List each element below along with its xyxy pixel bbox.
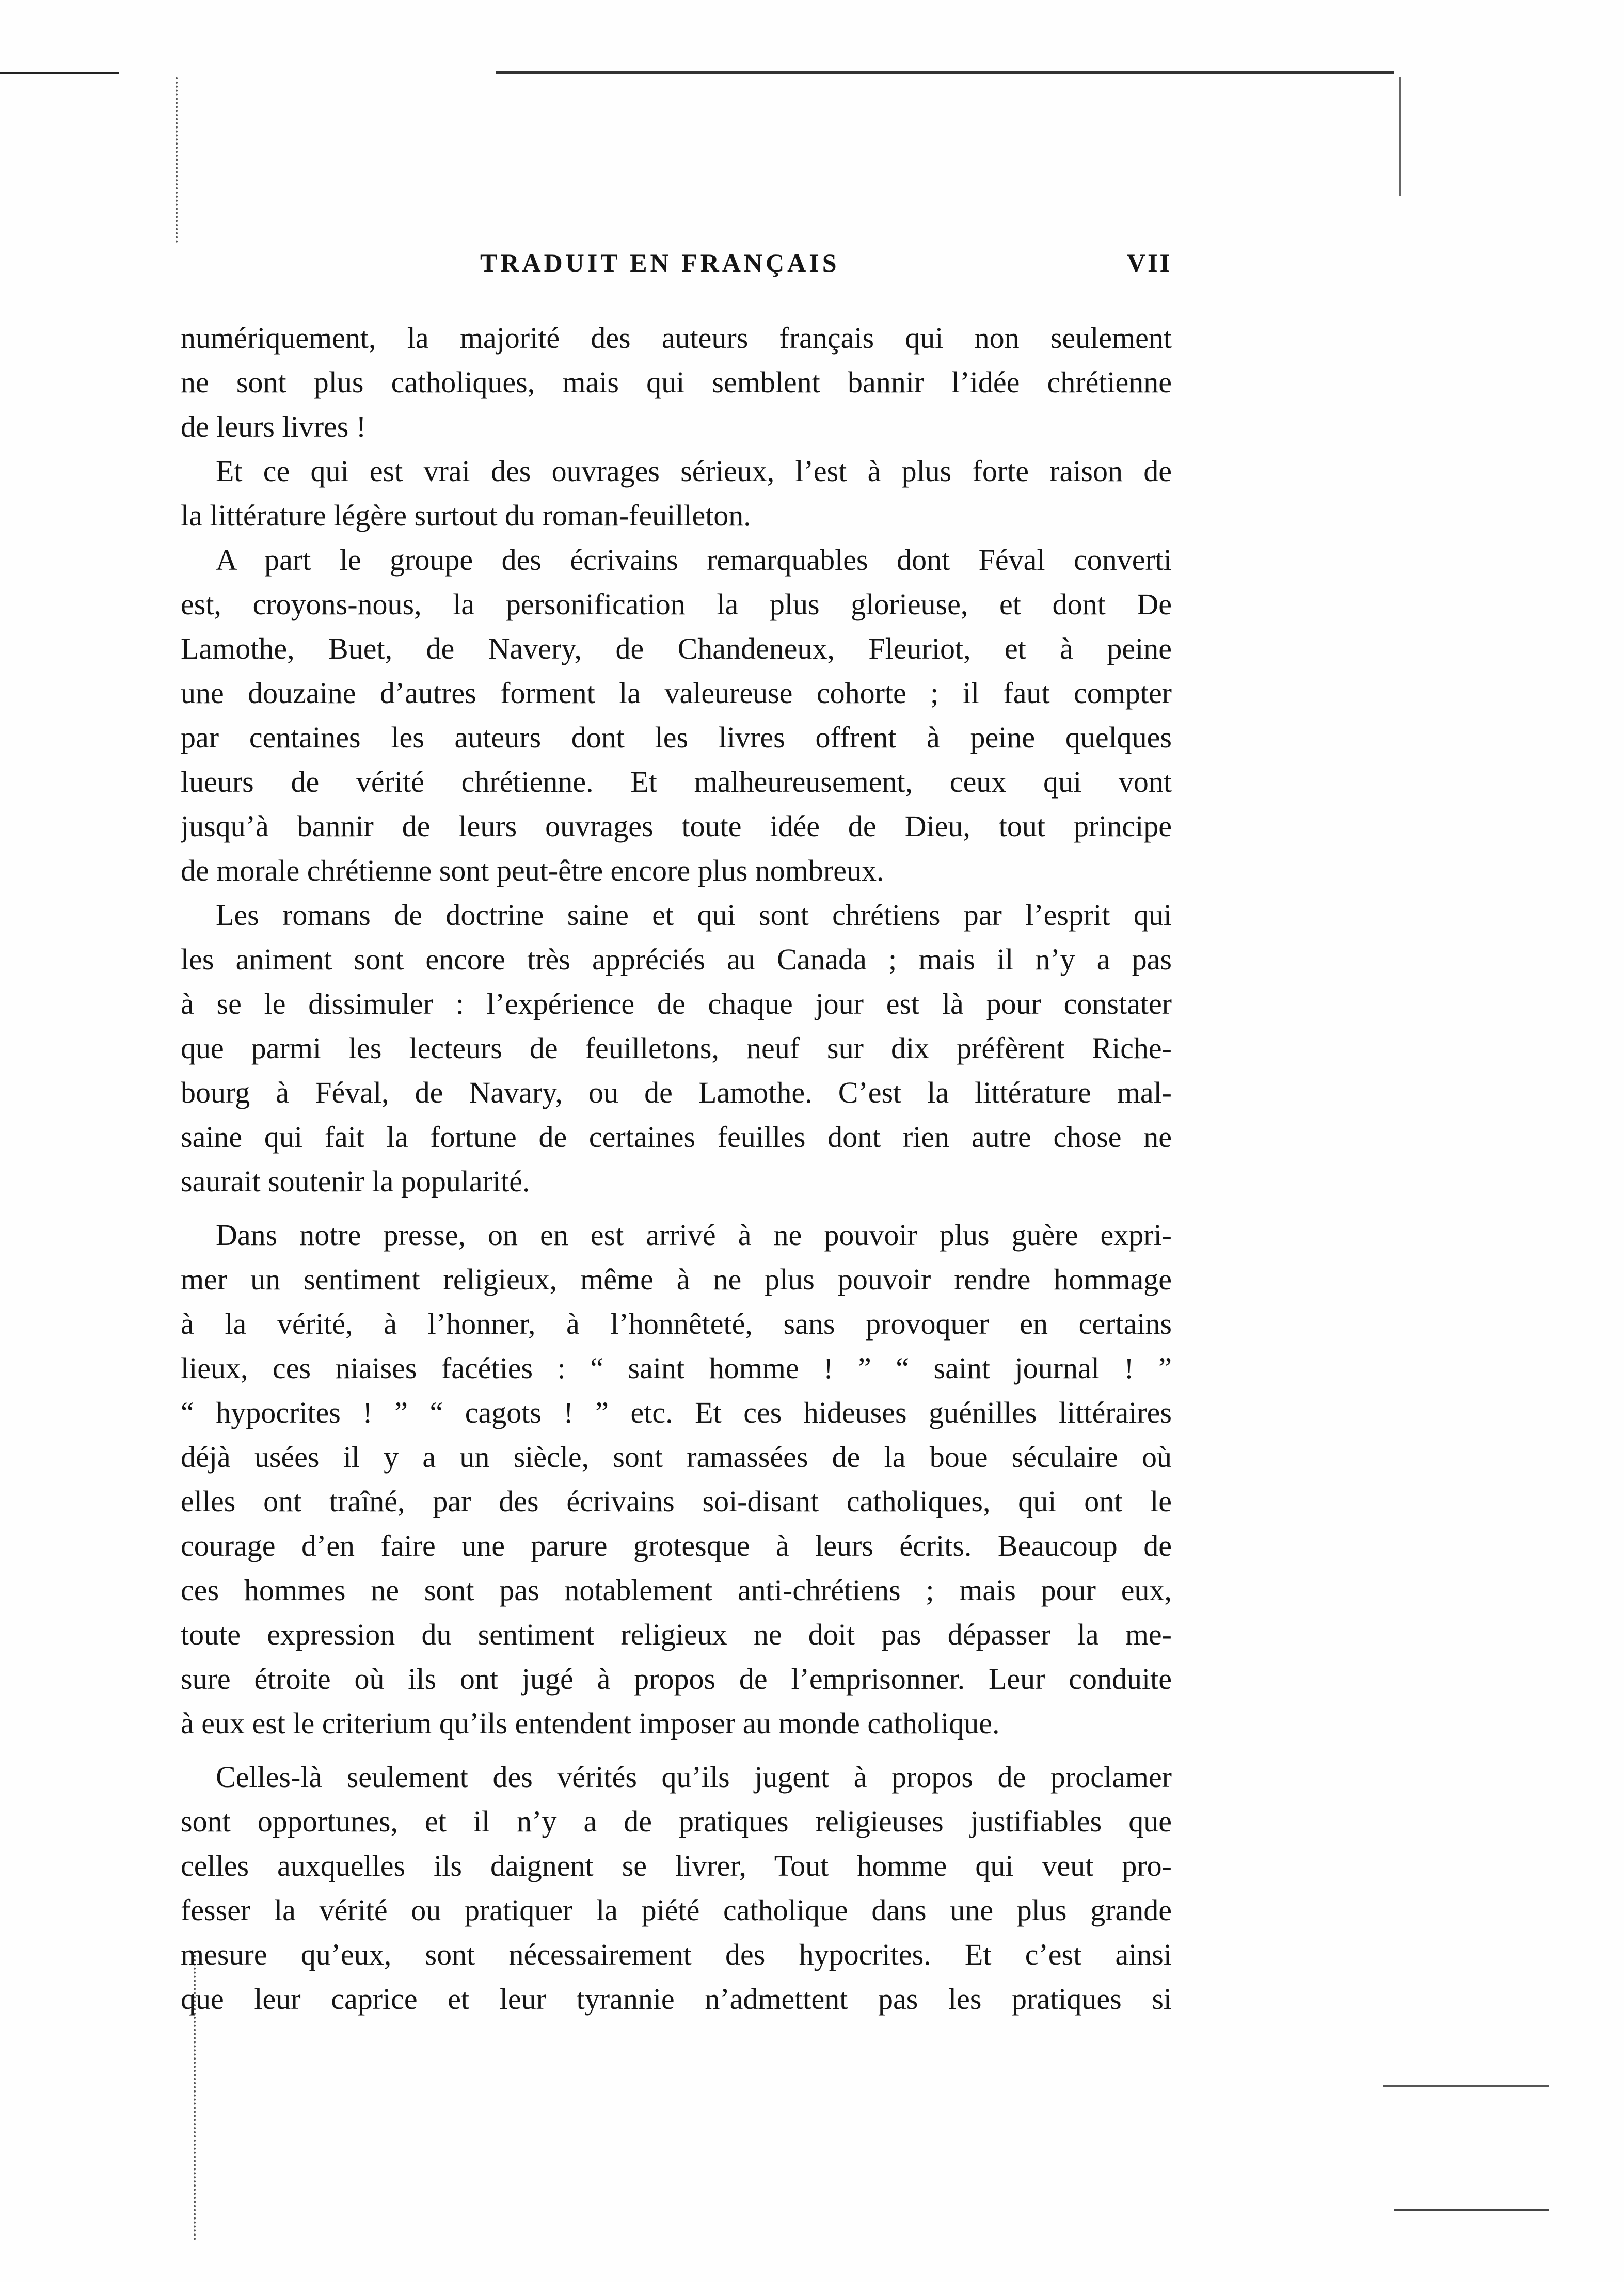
body-text xyxy=(181,316,1172,2021)
scan-top-rule-long xyxy=(496,71,1394,74)
text-line: mesure qu’eux, sont nécessairement des hypocrites. Et c’est ainsi xyxy=(181,1938,1172,1971)
text-line: ces hommes ne sont pas notablement anti-chrétiens ; mais pour eux, xyxy=(181,1573,1172,1607)
text-line: ne sont plus catholiques, mais qui semblent bannir l’idée chrétienne xyxy=(181,365,1172,399)
text-line: bourg à Féval, de Navary, ou de Lamothe. C’est la littérature mal- xyxy=(181,1076,1172,1109)
text-line: une douzaine d’autres forment la valeureuse cohorte ; il faut compter xyxy=(181,676,1172,710)
text-line: numériquement, la majorité des auteurs français qui non seulement xyxy=(181,321,1172,355)
text-line: fesser la vérité ou pratiquer la piété catholique dans une plus grande xyxy=(181,1893,1172,1927)
scan-right-mid-rule xyxy=(1383,2085,1549,2087)
text-line: de leurs livres ! xyxy=(181,410,367,443)
text-line: elles ont traîné, par des écrivains soi-disant catholiques, qui ont le xyxy=(181,1485,1172,1518)
text-line: mer un sentiment religieux, même à ne plus pouvoir rendre hommage xyxy=(181,1263,1172,1296)
text-line: la littérature légère surtout du roman-feuilleton. xyxy=(181,499,751,532)
text-line: de morale chrétienne sont peut-être encore plus nombreux. xyxy=(181,854,884,887)
text-line: sure étroite où ils ont jugé à propos de l’emprisonner. Leur conduite xyxy=(181,1662,1172,1696)
text-line: lueurs de vérité chrétienne. Et malheureusement, ceux qui vont xyxy=(181,765,1172,799)
text-line: jusqu’à bannir de leurs ouvrages toute idée de Dieu, tout principe xyxy=(181,809,1172,843)
text-line: à la vérité, à l’honner, à l’honnêteté, sans provoquer en certains xyxy=(181,1307,1172,1341)
page-number: VII xyxy=(1126,248,1172,277)
text-line: Dans notre presse, on en est arrivé à ne pouvoir plus guère expri- xyxy=(216,1218,1172,1252)
text-line: par centaines les auteurs dont les livres offrent à peine quelques xyxy=(181,721,1172,754)
text-line: courage d’en faire une parure grotesque à leurs écrits. Beaucoup de xyxy=(181,1529,1172,1562)
text-line: est, croyons-nous, la personification la plus glorieuse, et dont De xyxy=(181,587,1172,621)
text-line: Les romans de doctrine saine et qui sont chrétiens par l’esprit qui xyxy=(216,898,1172,932)
text-line: lieux, ces niaises facéties : “ saint homme ! ” “ saint journal ! ” xyxy=(181,1351,1172,1385)
text-line: “ hypocrites ! ” “ cagots ! ” etc. Et ces hideuses guénilles littéraires xyxy=(181,1396,1172,1429)
scan-left-margin-marks xyxy=(176,77,178,243)
text-line: Lamothe, Buet, de Navery, de Chandeneux, Fleuriot, et à peine xyxy=(181,632,1172,665)
text-line: à eux est le criterium qu’ils entendent imposer au monde catholique. xyxy=(181,1706,1000,1740)
text-line: celles auxquelles ils daignent se livrer, Tout homme qui veut pro- xyxy=(181,1849,1172,1882)
text-line: saine qui fait la fortune de certaines feuilles dont rien autre chose ne xyxy=(181,1120,1172,1154)
text-line: à se le dissimuler : l’expérience de chaque jour est là pour constater xyxy=(181,987,1172,1020)
text-line: toute expression du sentiment religieux ne doit pas dépasser la me- xyxy=(181,1618,1172,1651)
text-line: que leur caprice et leur tyrannie n’admettent pas les pratiques si xyxy=(181,1982,1172,2016)
text-line: A part le groupe des écrivains remarquables dont Féval converti xyxy=(216,543,1172,577)
scan-top-rule xyxy=(0,72,119,74)
text-line: Celles-là seulement des vérités qu’ils jugent à propos de proclamer xyxy=(216,1760,1172,1794)
text-line: déjà usées il y a un siècle, sont ramassées de la boue séculaire où xyxy=(181,1440,1172,1474)
page-header xyxy=(181,248,1172,294)
text-line: que parmi les lecteurs de feuilletons, neuf sur dix préfèrent Riche- xyxy=(181,1031,1172,1065)
text-line: les animent sont encore très appréciés au Canada ; mais il n’y a pas xyxy=(181,943,1172,976)
text-line: saurait soutenir la popularité. xyxy=(181,1164,530,1198)
text-line: sont opportunes, et il n’y a de pratiques religieuses justifiables que xyxy=(181,1805,1172,1838)
scan-right-rule xyxy=(1399,77,1401,196)
text-line: Et ce qui est vrai des ouvrages sérieux, l’est à plus forte raison de xyxy=(216,454,1172,488)
scan-right-bottom-rule xyxy=(1394,2209,1549,2211)
running-head: TRADUIT EN FRANÇAIS xyxy=(480,248,840,277)
